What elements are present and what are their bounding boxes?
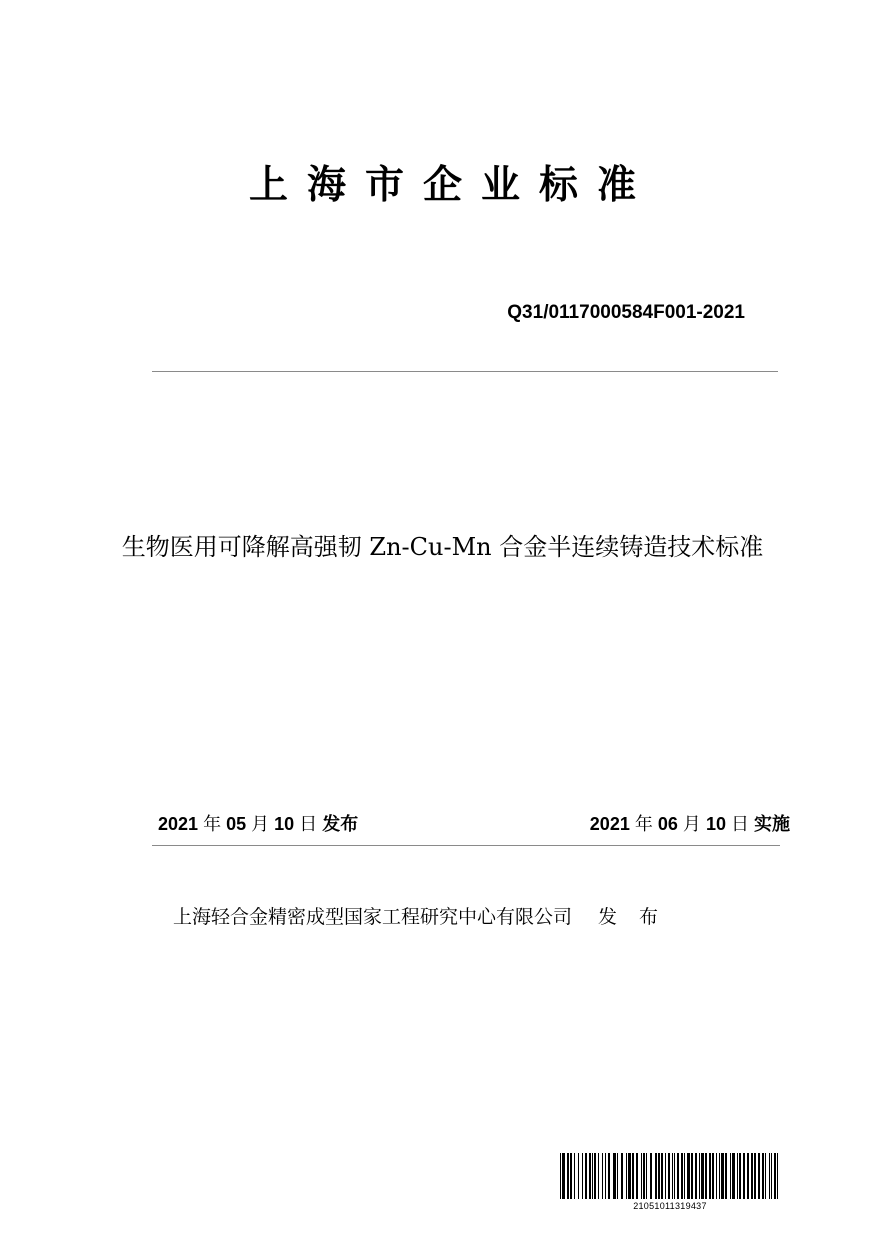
barcode-bar: [677, 1153, 679, 1199]
barcode-bar: [743, 1153, 745, 1199]
barcode-bar: [658, 1153, 660, 1199]
barcode-bar: [777, 1153, 778, 1199]
barcode-bar: [605, 1153, 606, 1199]
barcode-bar: [687, 1153, 690, 1199]
barcode-bar: [719, 1153, 720, 1199]
barcode-bar: [701, 1153, 704, 1199]
publisher-line: [173, 903, 666, 931]
barcode-bar: [732, 1153, 735, 1199]
barcode-bar: [628, 1153, 631, 1199]
barcode-bar: [699, 1153, 700, 1199]
barcode-bar: [695, 1153, 697, 1199]
barcode-block: [560, 1153, 780, 1212]
barcode-bar: [751, 1153, 753, 1199]
barcode-bar: [712, 1153, 714, 1199]
barcode-bar: [769, 1153, 770, 1199]
barcode-bar: [626, 1153, 627, 1199]
barcode-bar: [716, 1153, 717, 1199]
release-month: 05: [226, 814, 247, 834]
barcode-bar: [617, 1153, 618, 1199]
barcode-bar: [589, 1153, 591, 1199]
barcode-bar: [632, 1153, 634, 1199]
release-year: 2021: [158, 814, 199, 834]
implementation-day: 10: [705, 814, 726, 834]
release-action: 发布: [322, 814, 359, 835]
barcode-bar: [594, 1153, 596, 1199]
barcode-bar: [771, 1153, 772, 1199]
barcode-bar: [592, 1153, 593, 1199]
barcode-bar: [655, 1153, 657, 1199]
implementation-year: 2021: [589, 814, 630, 834]
barcode-bar: [721, 1153, 724, 1199]
barcode-bar: [613, 1153, 616, 1199]
barcode-bar: [737, 1153, 738, 1199]
barcode-bar: [560, 1153, 561, 1199]
barcode-bar: [621, 1153, 623, 1199]
release-month-unit: 月: [251, 814, 270, 835]
barcode-bar: [730, 1153, 731, 1199]
barcode-bar: [643, 1153, 645, 1199]
barcode-bar: [754, 1153, 756, 1199]
standard-code: Q31/0117000584F001-2021: [507, 302, 745, 323]
implementation-year-unit: 年: [634, 814, 653, 835]
barcode-bar: [650, 1153, 652, 1199]
publisher-name: 上海轻合金精密成型国家工程研究中心有限公司: [173, 906, 573, 928]
barcode-bar: [709, 1153, 711, 1199]
publisher-action: 发 布: [598, 906, 667, 928]
barcode-bar: [765, 1153, 766, 1199]
implementation-action: 实施: [754, 814, 790, 835]
barcode-bar: [668, 1153, 670, 1199]
barcode-graphic: [560, 1153, 780, 1199]
barcode-bar: [567, 1153, 569, 1199]
standard-category-title: 上海市企业标准: [248, 163, 655, 208]
barcode-bar: [608, 1153, 610, 1199]
barcode-bar: [684, 1153, 685, 1199]
barcode-bar: [636, 1153, 638, 1199]
bottom-divider: [152, 845, 780, 846]
barcode-bar: [739, 1153, 741, 1199]
release-year-unit: 年: [203, 814, 222, 835]
barcode-bar: [725, 1153, 727, 1199]
barcode-bar: [582, 1153, 583, 1199]
barcode-bar: [674, 1153, 675, 1199]
barcode-bar: [691, 1153, 693, 1199]
implementation-month-unit: 月: [682, 814, 701, 835]
barcode-bar: [641, 1153, 642, 1199]
barcode-bar: [758, 1153, 760, 1199]
barcode-bar: [598, 1153, 599, 1199]
release-day-unit: 日: [299, 814, 318, 835]
barcode-bar: [661, 1153, 663, 1199]
barcode-bar: [585, 1153, 587, 1199]
barcode-bar: [672, 1153, 673, 1199]
document-title: 生物医用可降解高强韧 Zn-Cu-Mn 合金半连续铸造技术标准: [121, 533, 764, 561]
top-divider: [152, 371, 778, 372]
release-day: 10: [274, 814, 295, 834]
barcode-bar: [705, 1153, 707, 1199]
barcode-bar: [602, 1153, 603, 1199]
implementation-day-unit: 日: [730, 814, 749, 835]
barcode-bar: [574, 1153, 575, 1199]
barcode-bar: [570, 1153, 572, 1199]
barcode-number: 21051011319437: [633, 1201, 707, 1211]
barcode-bar: [762, 1153, 764, 1199]
implementation-date: [590, 811, 790, 838]
barcode-bar: [665, 1153, 666, 1199]
barcode-bar: [578, 1153, 579, 1199]
barcode-bar: [562, 1153, 565, 1199]
release-date: [158, 811, 358, 838]
barcode-bar: [681, 1153, 683, 1199]
barcode-bar: [646, 1153, 647, 1199]
barcode-bar: [774, 1153, 776, 1199]
barcode-bar: [747, 1153, 749, 1199]
implementation-month: 06: [657, 814, 678, 834]
